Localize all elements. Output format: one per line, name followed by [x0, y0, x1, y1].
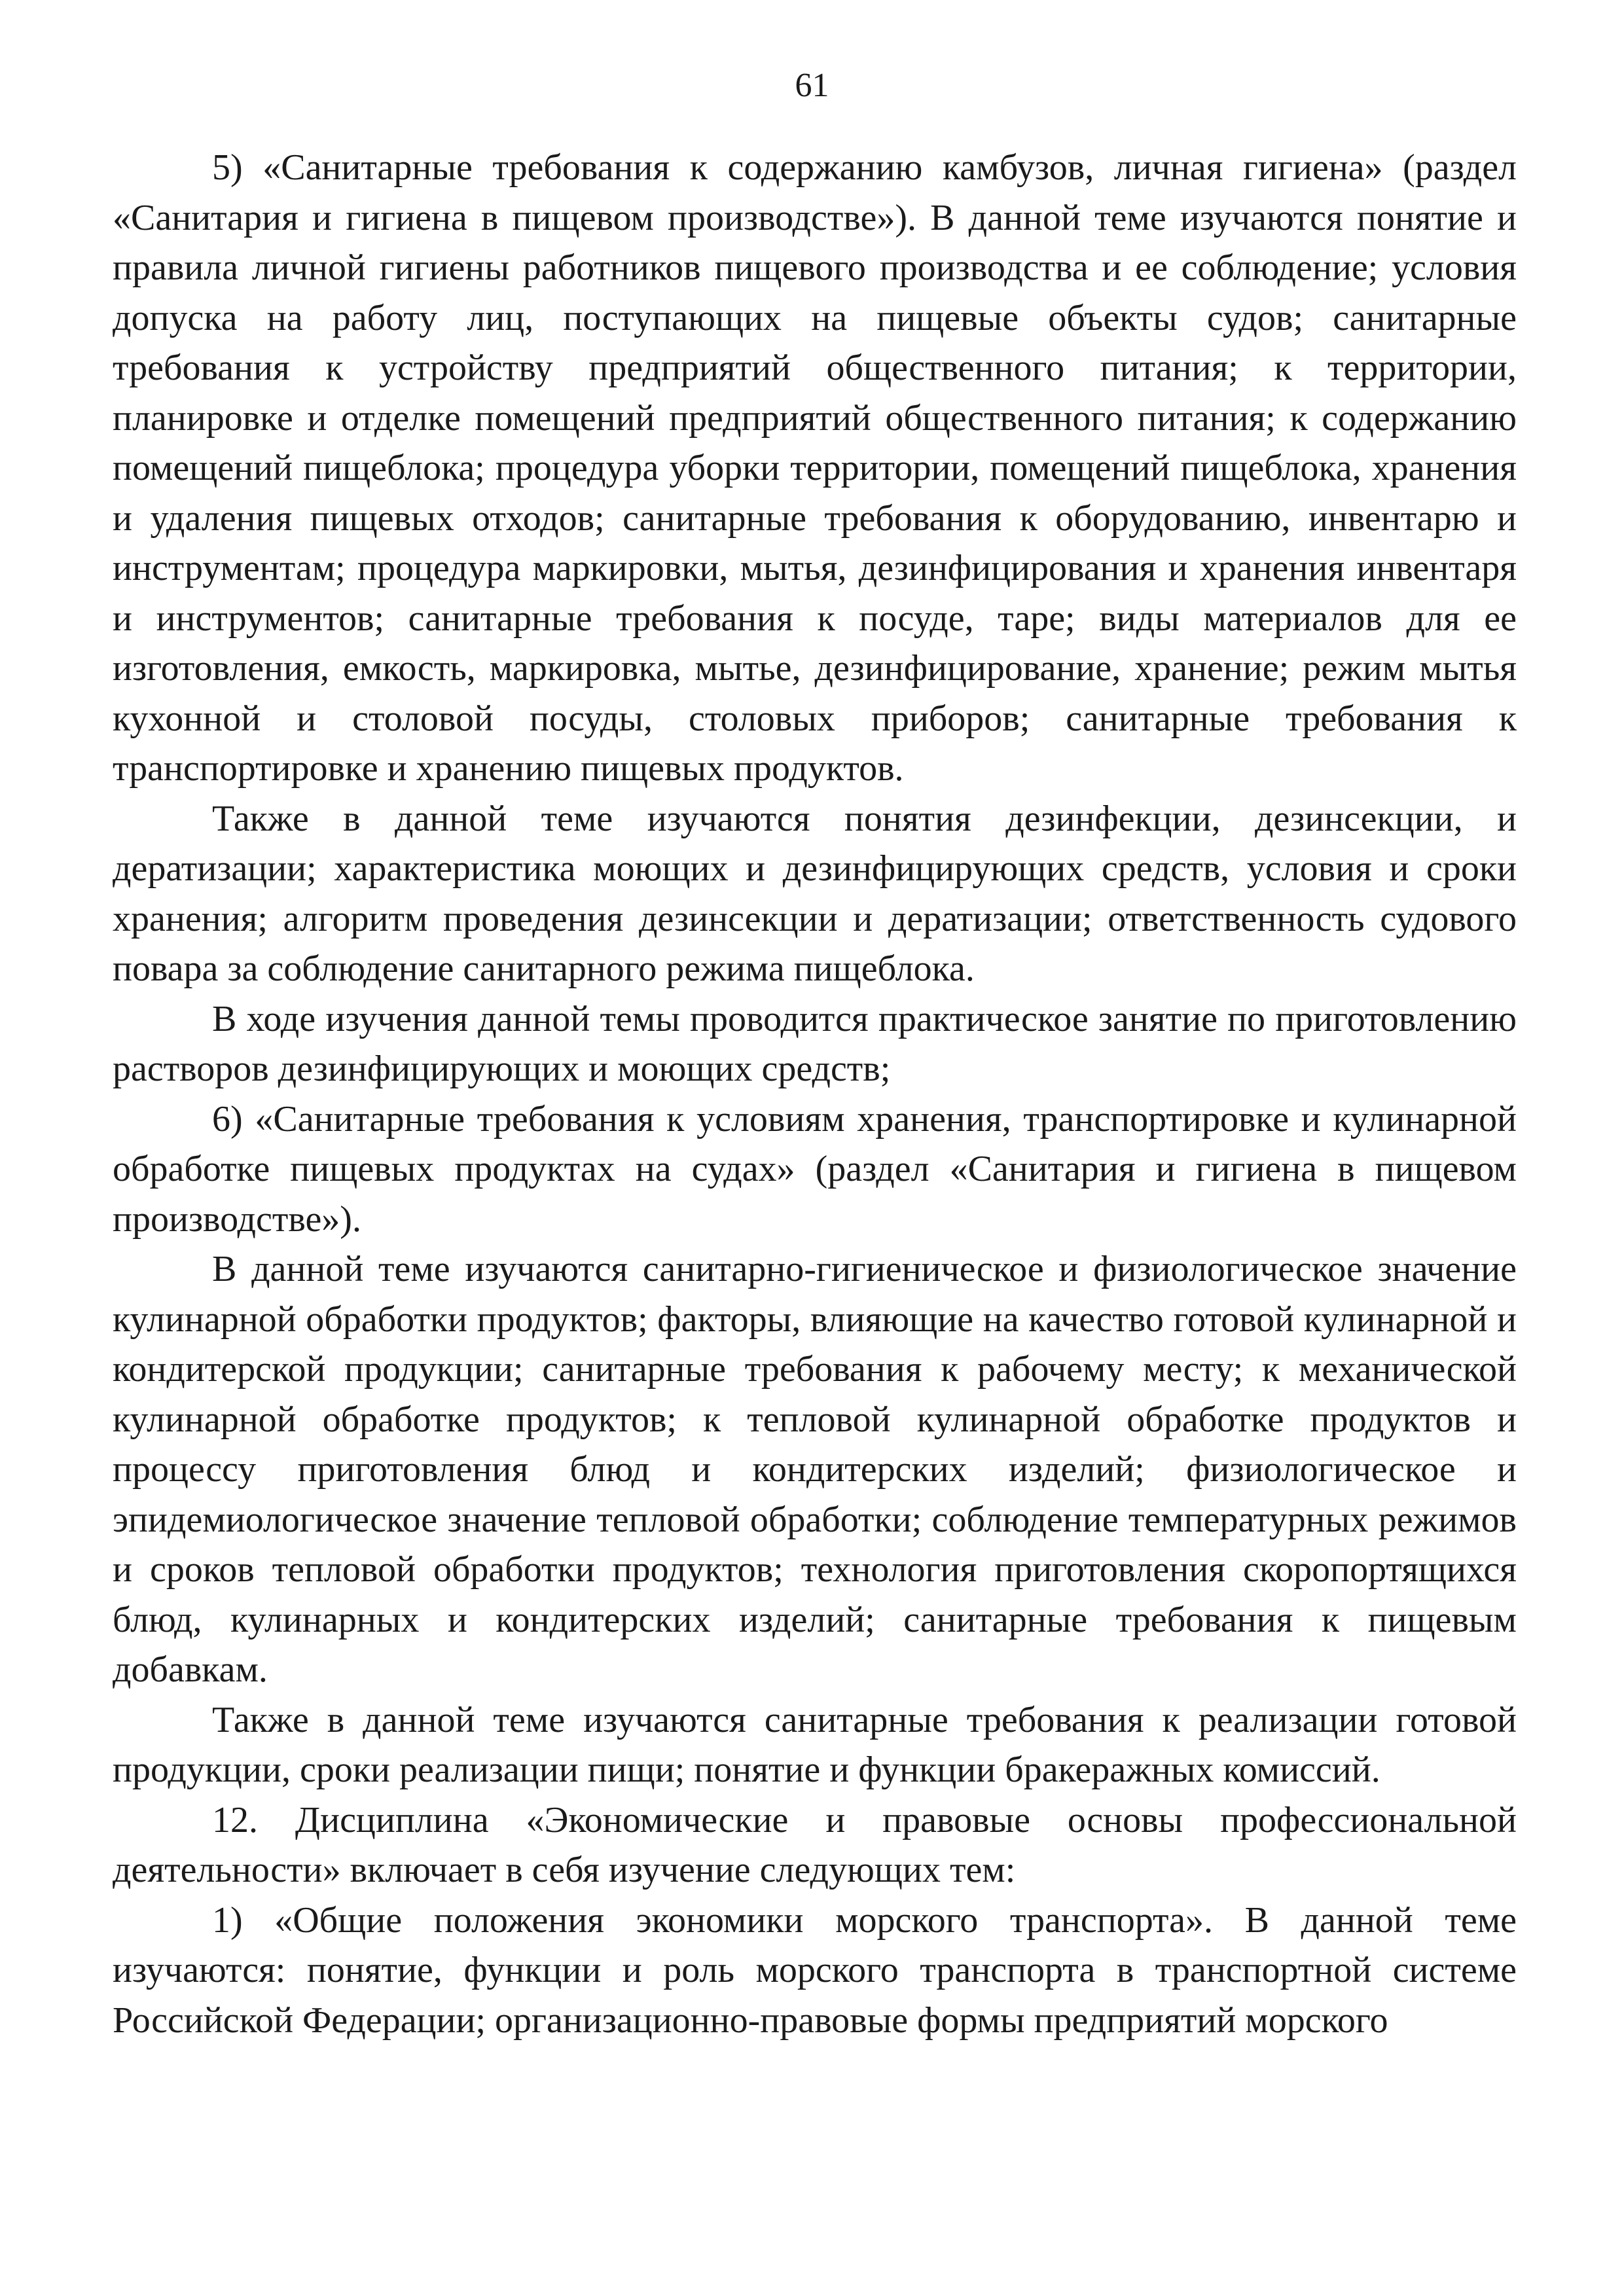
paragraph-product-sales: Также в данной теме изучаются санитарные требования к реализации готовой продукции, сроки реализации пищи; понятие и функции бракеражных комиссий. — [113, 1699, 1517, 1790]
paragraph-topic-1-maritime-economics: 1) «Общие положения экономики морского транспорта». В данной теме изучаются: понятие, функции и роль морского транспорта в транспортной системе Российской Федерации; организационно-правовые формы предприятий морского — [113, 1899, 1517, 2041]
paragraph-topic-6-storage-transport: 6) «Санитарные требования к условиям хранения, транспортировке и кулинарной обработке пищевых продуктах на судах» (раздел «Санитария и гигиена в пищевом производстве»). — [113, 1098, 1517, 1240]
paragraph-practical-lesson: В ходе изучения данной темы проводится практическое занятие по приготовлению растворов дезинфицирующих и моющих средств; — [113, 998, 1517, 1089]
document-body — [113, 143, 1517, 2045]
page-number: 61 — [795, 67, 829, 104]
paragraph-topic-5-sanitary-galley: 5) «Санитарные требования к содержанию камбузов, личная гигиена» (раздел «Санитария и гигиена в пищевом производстве»). В данной теме изучаются понятие и правила личной гигиены работников пищевого производства и ее соблюдение; условия допуска на работу лиц, поступающих на пищевые объекты судов; санитарные требования к устройству предприятий общественного питания; к территории, планировке и отделке помещений предприятий общественного питания; к содержанию помещений пищеблока; процедура уборки территории, помещений пищеблока, хранения и удаления пищевых отходов; санитарные требования к оборудованию, инвентарю и инструментам; процедура маркировки, мытья, дезинфицирования и хранения инвентаря и инструментов; санитарные требования к посуде, таре; виды материалов для ее изготовления, емкость, маркировка, мытье, дезинфицирование, хранение; режим мытья кухонной и столовой посуды, столовых приборов; санитарные требования к транспортировке и хранению пищевых продуктов. — [113, 147, 1517, 789]
paragraph-disinfection: Также в данной теме изучаются понятия дезинфекции, дезинсекции, и дератизации; характеристика моющих и дезинфицирующих средств, условия и сроки хранения; алгоритм проведения дезинсекции и дератизации; ответственность судового повара за соблюдение санитарного режима пищеблока. — [113, 798, 1517, 989]
paragraph-culinary-processing: В данной теме изучаются санитарно-гигиеническое и физиологическое значение кулинарной обработки продуктов; факторы, влияющие на качество готовой кулинарной и кондитерской продукции; санитарные требования к рабочему месту; к механической кулинарной обработке продуктов; к тепловой кулинарной обработке продуктов и процессу приготовления блюд и кондитерских изделий; физиологическое и эпидемиологическое значение тепловой обработки; соблюдение температурных режимов и сроков тепловой обработки продуктов; технология приготовления скоропортящихся блюд, кулинарных и кондитерских изделий; санитарные требования к пищевым добавкам. — [113, 1249, 1517, 1690]
paragraph-discipline-12: 12. Дисциплина «Экономические и правовые основы профессиональной деятельности» включает в себя изучение следующих тем: — [113, 1799, 1517, 1890]
